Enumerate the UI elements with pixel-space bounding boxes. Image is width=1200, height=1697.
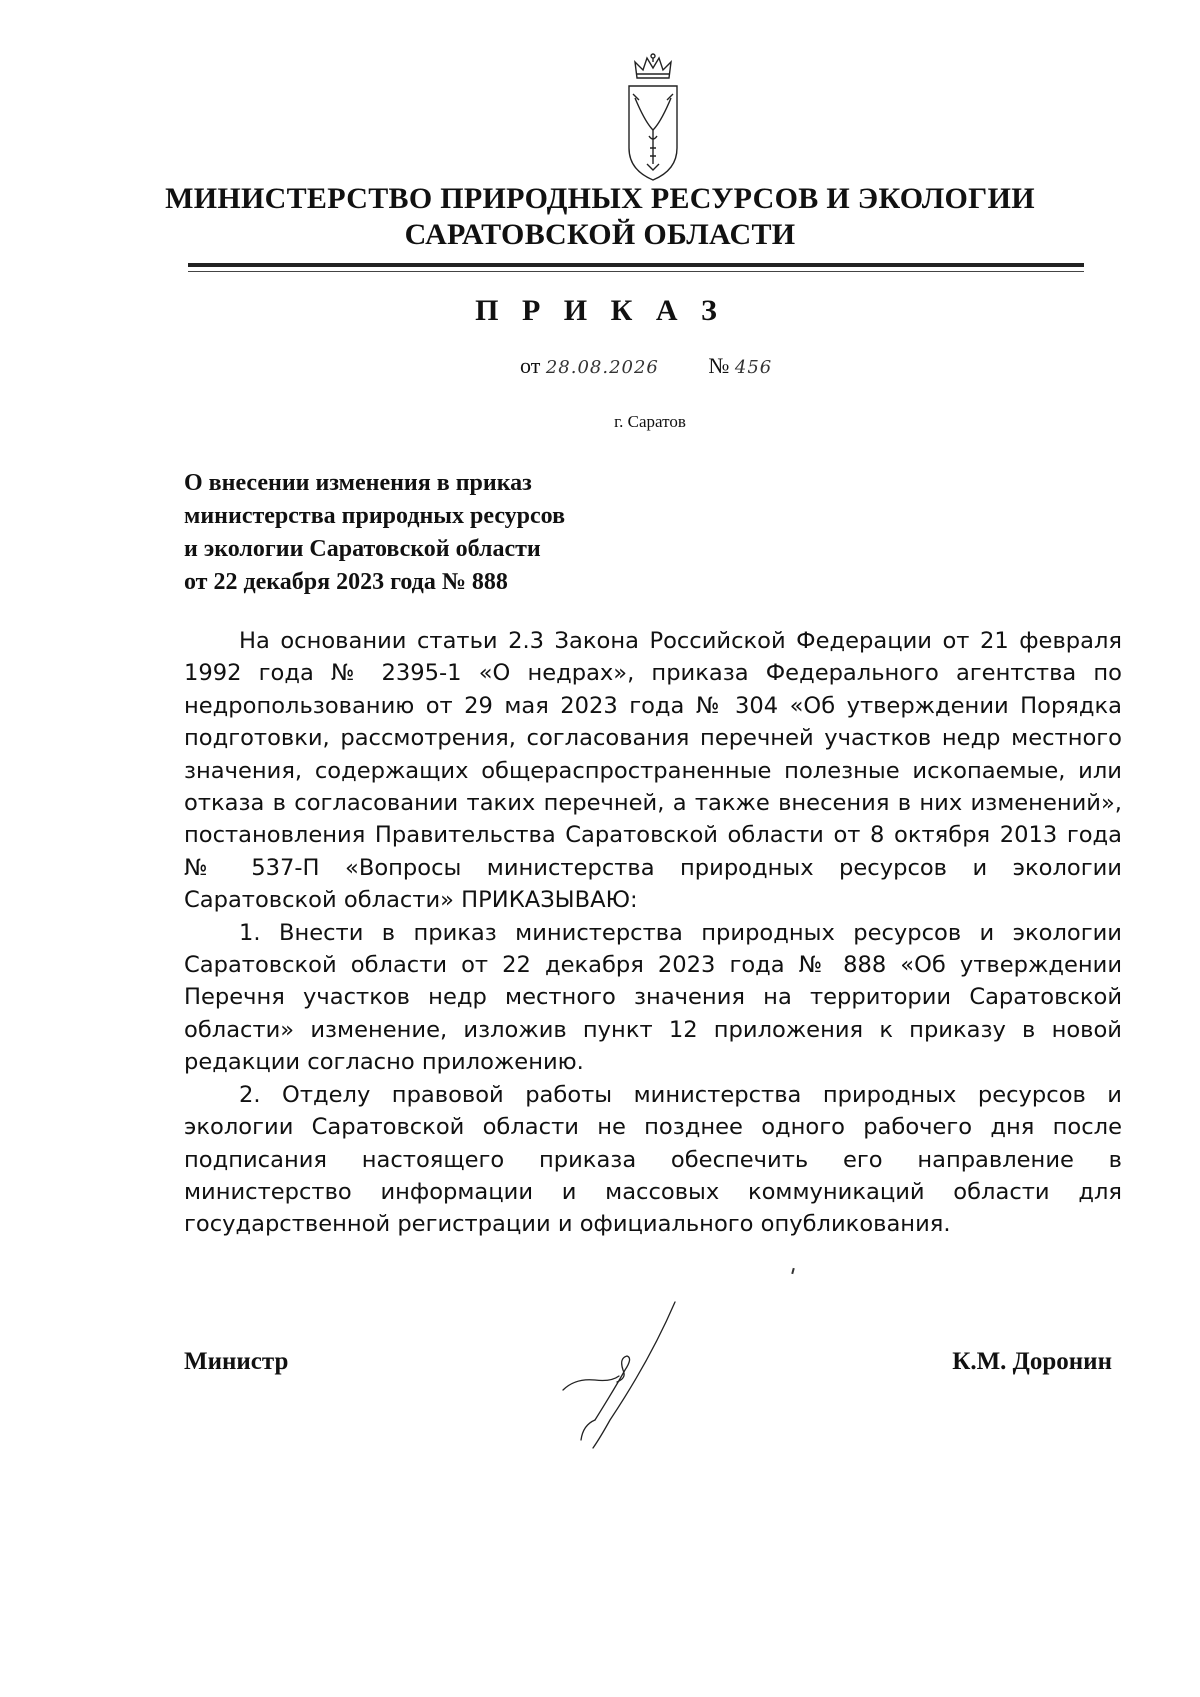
- document-type-title: П Р И К А З: [475, 294, 725, 327]
- subject-line4: от 22 декабря 2023 года № 888: [184, 569, 508, 595]
- order-date-handwritten: 28.08.2026: [545, 357, 659, 378]
- order-item-2: 2. Отделу правовой работы министерства природных ресурсов и экологии Саратовской области не позднее одного рабочего дня после подписания настоящего приказа обеспечить его направление в министерство информации и массовых коммуникаций области для государственной регистрации и официального опубликования.: [184, 1081, 1122, 1238]
- ministry-name-line2: САРАТОВСКОЙ ОБЛАСТИ: [404, 218, 796, 251]
- ministry-name: [150, 181, 1050, 253]
- ink-speck: [791, 1268, 794, 1274]
- subject-line1: О внесении изменения в приказ: [184, 470, 532, 496]
- handwritten-signature-icon: [555, 1300, 685, 1450]
- city-line: г. Саратов: [614, 412, 686, 431]
- preamble-paragraph: На основании статьи 2.3 Закона Российской Федерации от 21 февраля 1992 года № 2395-1 «О недрах», приказа Федерального агентства по недропользованию от 29 мая 2023 года № 304 «Об утверждении Порядка подготовки, рассмотрения, согласования перечней участков недр местного значения, содержащих общераспространенные полезные ископаемые, или отказа в согласовании таких перечней, а также внесения в них изменений», постановления Правительства Саратовской области от 8 октября 2013 года № 537-П «Вопросы министерства природных ресурсов и экологии Саратовской области» ПРИКАЗЫВАЮ:: [184, 628, 1122, 914]
- order-subject: [184, 467, 684, 599]
- coat-of-arms-icon: [623, 52, 683, 184]
- header-divider-thick: [188, 263, 1084, 267]
- order-date-number-line: [520, 353, 772, 379]
- signatory-name: К.М. Доронин: [952, 1348, 1112, 1375]
- subject-line3: и экологии Саратовской области: [184, 536, 541, 562]
- order-body: [184, 625, 1122, 1241]
- order-item-1: 1. Внести в приказ министерства природных ресурсов и экологии Саратовской области от 22 декабря 2023 года № 888 «Об утверждении Перечня участков недр местного значения на территории Саратовской области» изменение, изложив пункт 12 приложения к приказу в новой редакции согласно приложению.: [184, 919, 1122, 1076]
- order-number-handwritten: 456: [734, 357, 773, 378]
- ministry-name-line1: МИНИСТЕРСТВО ПРИРОДНЫХ РЕСУРСОВ И ЭКОЛОГИИ: [165, 182, 1035, 215]
- number-label: №: [708, 353, 730, 378]
- date-prefix: от: [520, 353, 541, 378]
- header-divider-thin: [188, 271, 1084, 272]
- signatory-role: Министр: [184, 1348, 289, 1375]
- subject-line2: министерства природных ресурсов: [184, 503, 566, 529]
